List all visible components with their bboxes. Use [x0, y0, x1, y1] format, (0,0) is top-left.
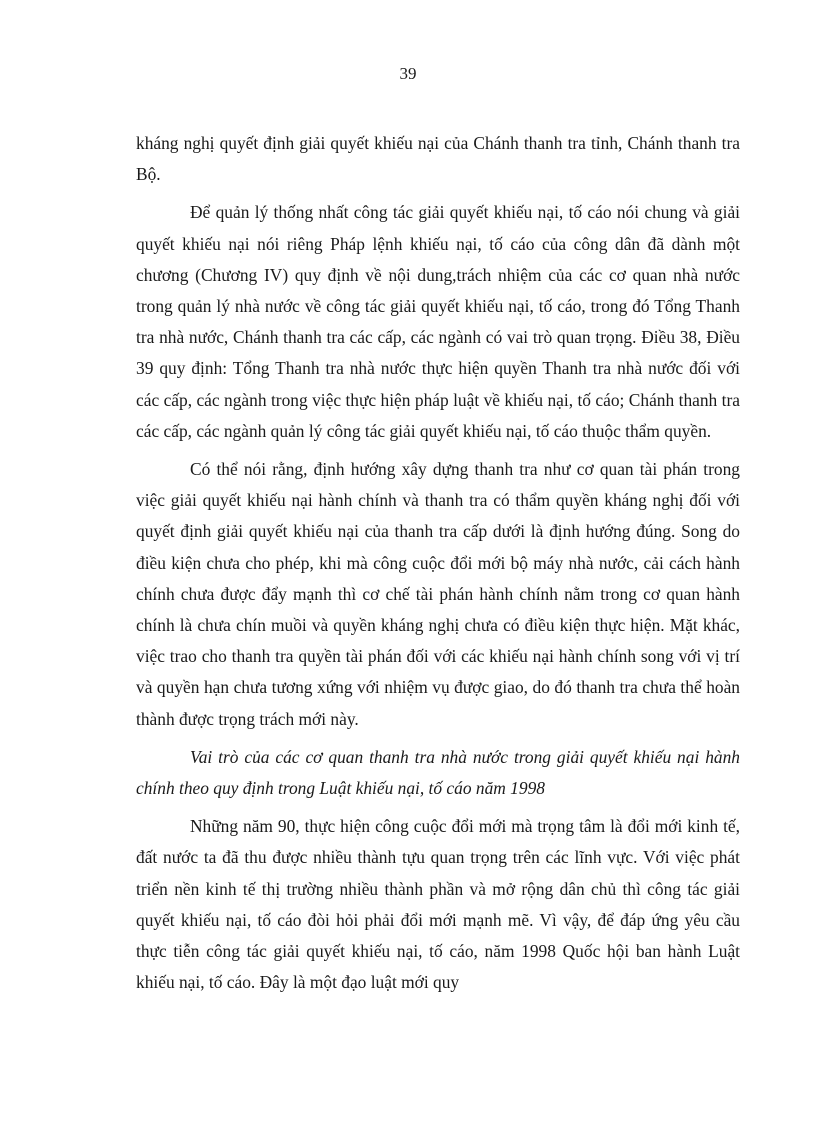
body-text	[136, 128, 740, 998]
section-heading: Vai trò của các cơ quan thanh tra nhà nước trong giải quyết khiếu nại hành chính theo quy định trong Luật khiếu nại, tố cáo năm 1998	[136, 746, 740, 799]
paragraph-orientation: Có thể nói rằng, định hướng xây dựng thanh tra như cơ quan tài phán trong việc giải quyết khiếu nại hành chính và thanh tra có thẩm quyền kháng nghị đối với quyết định giải quyết khiếu nại của thanh tra cấp dưới là định hướng đúng. Song do điều kiện chưa cho phép, khi mà công cuộc đổi mới bộ máy nhà nước, cải cách hành chính chưa được đẩy mạnh thì cơ chế tài phán hành chính nằm trong cơ quan hành chính là chưa chín muồi và quyền kháng nghị chưa có điều kiện thực hiện. Mặt khác, việc trao cho thanh tra quyền tài phán đối với các khiếu nại hành chính song với vị trí và quyền hạn chưa tương xứng với nhiệm vụ được giao, do đó thanh tra chưa thể hoàn thành được trọng trách mới này.	[136, 459, 740, 729]
paragraph-management: Để quản lý thống nhất công tác giải quyết khiếu nại, tố cáo nói chung và giải quyết khiếu nại nói riêng Pháp lệnh khiếu nại, tố cáo của công dân đã dành một chương (Chương IV) quy định về nội dung,trách nhiệm của các cơ quan nhà nước trong quản lý nhà nước về công tác giải quyết khiếu nại, tố cáo, trong đó Tổng Thanh tra nhà nước, Chánh thanh tra các cấp, các ngành có vai trò quan trọng. Điều 38, Điều 39 quy định: Tổng Thanh tra nhà nước thực hiện quyền Thanh tra nhà nước đối với các cấp, các ngành trong việc thực hiện pháp luật về khiếu nại, tố cáo; Chánh thanh tra các cấp, các ngành quản lý công tác giải quyết khiếu nại, tố cáo thuộc thẩm quyền.	[136, 202, 740, 441]
page-number: 39	[399, 64, 417, 83]
paragraph-1990s: Những năm 90, thực hiện công cuộc đổi mới mà trọng tâm là đổi mới kinh tế, đất nước ta đã thu được nhiều thành tựu quan trọng trên các lĩnh vực. Với việc phát triển nền kinh tế thị trường nhiều thành phần và mở rộng dân chủ thì công tác giải quyết khiếu nại, tố cáo đòi hỏi phải đổi mới mạnh mẽ. Vì vậy, để đáp ứng yêu cầu thực tiễn công tác giải quyết khiếu nại, tố cáo, năm 1998 Quốc hội ban hành Luật khiếu nại, tố cáo. Đây là một đạo luật mới quy	[136, 816, 740, 993]
paragraph-continuation: kháng nghị quyết định giải quyết khiếu nại của Chánh thanh tra tỉnh, Chánh thanh tra Bộ.	[136, 133, 740, 185]
